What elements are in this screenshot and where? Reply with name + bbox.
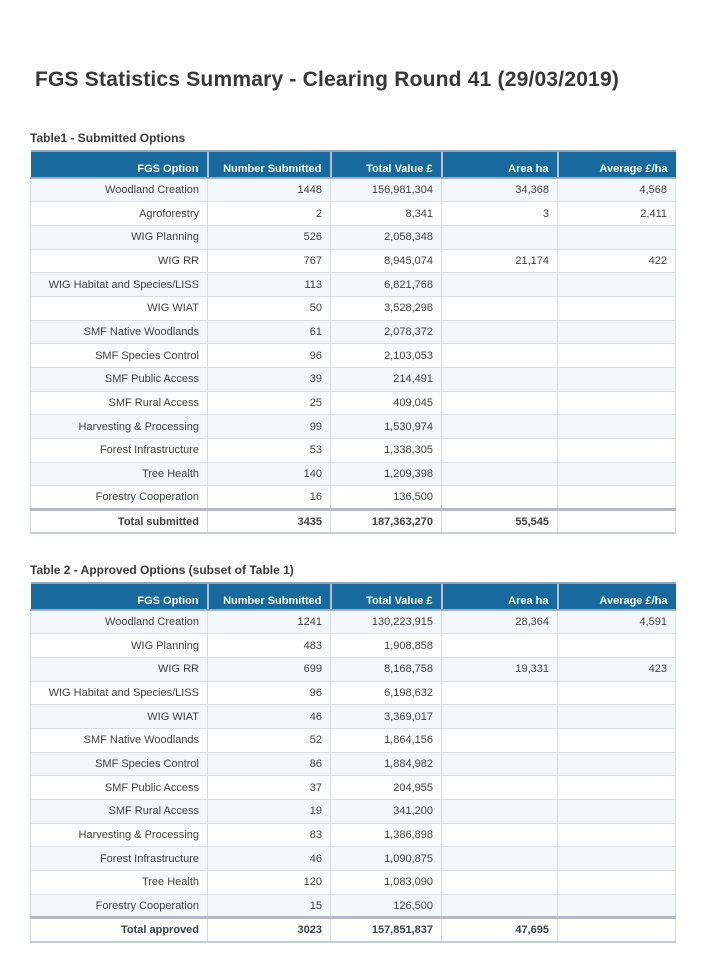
fgs-option-cell: Agroforestry — [31, 202, 208, 226]
approved-options-section — [30, 563, 675, 943]
value-cell: 3,528,298 — [331, 296, 442, 320]
value-cell: 15 — [208, 894, 331, 918]
value-cell — [442, 823, 558, 847]
value-cell: 126,500 — [331, 894, 442, 918]
column-header: Area ha — [442, 151, 558, 178]
value-cell: 187,363,270 — [331, 510, 442, 534]
value-cell: 53 — [208, 439, 331, 463]
value-cell — [558, 273, 676, 297]
value-cell: 39 — [208, 368, 331, 392]
column-header: Average £/ha — [558, 583, 676, 610]
value-cell: 409,045 — [331, 391, 442, 415]
value-cell: 341,200 — [331, 800, 442, 824]
value-cell: 4,568 — [558, 178, 676, 202]
table-row — [31, 178, 676, 202]
value-cell — [558, 344, 676, 368]
approved-options-table — [30, 582, 676, 943]
fgs-option-cell: SMF Public Access — [31, 776, 208, 800]
value-cell: 4,591 — [558, 610, 676, 634]
fgs-option-cell: Woodland Creation — [31, 610, 208, 634]
table-row — [31, 657, 676, 681]
value-cell: 86 — [208, 752, 331, 776]
value-cell: 52 — [208, 728, 331, 752]
value-cell — [442, 634, 558, 658]
value-cell: 6,198,632 — [331, 681, 442, 705]
value-cell — [442, 439, 558, 463]
value-cell — [442, 776, 558, 800]
fgs-option-cell: Tree Health — [31, 462, 208, 486]
value-cell — [558, 800, 676, 824]
value-cell — [558, 296, 676, 320]
value-cell — [558, 728, 676, 752]
value-cell: 21,174 — [442, 249, 558, 273]
value-cell: 423 — [558, 657, 676, 681]
value-cell: 2,103,053 — [331, 344, 442, 368]
value-cell — [558, 681, 676, 705]
value-cell: 2 — [208, 202, 331, 226]
table-row — [31, 296, 676, 320]
fgs-option-cell: SMF Native Woodlands — [31, 320, 208, 344]
value-cell: 1,908,858 — [331, 634, 442, 658]
value-cell: 1,864,156 — [331, 728, 442, 752]
table-row — [31, 462, 676, 486]
value-cell — [558, 486, 676, 510]
table-row — [31, 728, 676, 752]
fgs-option-cell: SMF Species Control — [31, 344, 208, 368]
fgs-option-cell: WIG Habitat and Species/LISS — [31, 681, 208, 705]
value-cell — [558, 225, 676, 249]
value-cell: 37 — [208, 776, 331, 800]
fgs-option-cell: Total approved — [31, 918, 208, 942]
value-cell: 61 — [208, 320, 331, 344]
value-cell — [558, 871, 676, 895]
value-cell: 8,945,074 — [331, 249, 442, 273]
column-header: Total Value £ — [331, 151, 442, 178]
value-cell: 1448 — [208, 178, 331, 202]
value-cell — [442, 681, 558, 705]
page-title: FGS Statistics Summary - Clearing Round 41 (29/03/2019) — [35, 68, 620, 91]
table-row — [31, 415, 676, 439]
value-cell: 1,209,398 — [331, 462, 442, 486]
column-header: Total Value £ — [331, 583, 442, 610]
value-cell — [558, 510, 676, 534]
table-row — [31, 273, 676, 297]
value-cell: 156,981,304 — [331, 178, 442, 202]
fgs-option-cell: WIG WIAT — [31, 705, 208, 729]
value-cell: 25 — [208, 391, 331, 415]
value-cell: 28,364 — [442, 610, 558, 634]
value-cell — [442, 486, 558, 510]
value-cell — [558, 894, 676, 918]
value-cell: 3,369,017 — [331, 705, 442, 729]
value-cell — [442, 368, 558, 392]
value-cell: 1,083,090 — [331, 871, 442, 895]
table-row — [31, 894, 676, 918]
value-cell — [442, 391, 558, 415]
value-cell: 1,090,875 — [331, 847, 442, 871]
fgs-option-cell: WIG Habitat and Species/LISS — [31, 273, 208, 297]
value-cell: 96 — [208, 344, 331, 368]
value-cell — [442, 752, 558, 776]
value-cell: 55,545 — [442, 510, 558, 534]
table-row — [31, 681, 676, 705]
value-cell — [442, 705, 558, 729]
value-cell — [558, 415, 676, 439]
value-cell: 8,341 — [331, 202, 442, 226]
table-row — [31, 202, 676, 226]
value-cell — [558, 847, 676, 871]
value-cell — [442, 462, 558, 486]
table-row — [31, 320, 676, 344]
value-cell: 2,411 — [558, 202, 676, 226]
table-row — [31, 486, 676, 510]
value-cell — [442, 296, 558, 320]
fgs-option-cell: Harvesting & Processing — [31, 415, 208, 439]
value-cell: 422 — [558, 249, 676, 273]
value-cell — [558, 368, 676, 392]
value-cell — [558, 320, 676, 344]
value-cell: 699 — [208, 657, 331, 681]
value-cell: 96 — [208, 681, 331, 705]
value-cell: 3023 — [208, 918, 331, 942]
value-cell — [442, 320, 558, 344]
fgs-option-cell: Forest Infrastructure — [31, 439, 208, 463]
value-cell: 83 — [208, 823, 331, 847]
column-header: Area ha — [442, 583, 558, 610]
value-cell — [442, 871, 558, 895]
submitted-options-table — [30, 150, 676, 534]
value-cell: 130,223,915 — [331, 610, 442, 634]
fgs-option-cell: SMF Rural Access — [31, 391, 208, 415]
fgs-option-cell: SMF Native Woodlands — [31, 728, 208, 752]
value-cell: 3435 — [208, 510, 331, 534]
fgs-option-cell: WIG WIAT — [31, 296, 208, 320]
value-cell: 6,821,768 — [331, 273, 442, 297]
column-header: FGS Option — [31, 583, 208, 610]
table2-caption: Table 2 - Approved Options (subset of Table 1) — [30, 563, 294, 577]
value-cell: 2,058,348 — [331, 225, 442, 249]
fgs-option-cell: WIG RR — [31, 249, 208, 273]
fgs-option-cell: Forestry Cooperation — [31, 894, 208, 918]
table-row — [31, 800, 676, 824]
table-header-row — [31, 151, 676, 178]
value-cell: 50 — [208, 296, 331, 320]
value-cell: 2,078,372 — [331, 320, 442, 344]
value-cell: 34,368 — [442, 178, 558, 202]
table1-caption: Table1 - Submitted Options — [30, 131, 186, 145]
total-row — [31, 918, 676, 942]
value-cell — [558, 439, 676, 463]
value-cell: 1,530,974 — [331, 415, 442, 439]
value-cell: 767 — [208, 249, 331, 273]
value-cell: 1241 — [208, 610, 331, 634]
value-cell — [558, 391, 676, 415]
value-cell: 214,491 — [331, 368, 442, 392]
value-cell: 204,955 — [331, 776, 442, 800]
fgs-option-cell: SMF Rural Access — [31, 800, 208, 824]
table-row — [31, 752, 676, 776]
column-header: FGS Option — [31, 151, 208, 178]
value-cell: 19,331 — [442, 657, 558, 681]
value-cell — [442, 225, 558, 249]
value-cell: 99 — [208, 415, 331, 439]
table-row — [31, 847, 676, 871]
value-cell — [442, 894, 558, 918]
value-cell: 140 — [208, 462, 331, 486]
column-header: Average £/ha — [558, 151, 676, 178]
table-row — [31, 823, 676, 847]
fgs-option-cell: Harvesting & Processing — [31, 823, 208, 847]
fgs-option-cell: WIG RR — [31, 657, 208, 681]
table-row — [31, 705, 676, 729]
value-cell: 3 — [442, 202, 558, 226]
table-row — [31, 368, 676, 392]
fgs-option-cell: Tree Health — [31, 871, 208, 895]
value-cell: 19 — [208, 800, 331, 824]
value-cell — [558, 823, 676, 847]
table-row — [31, 249, 676, 273]
fgs-option-cell: SMF Public Access — [31, 368, 208, 392]
value-cell — [442, 415, 558, 439]
table-row — [31, 634, 676, 658]
value-cell: 47,695 — [442, 918, 558, 942]
submitted-options-section — [30, 131, 675, 534]
value-cell: 1,884,982 — [331, 752, 442, 776]
total-row — [31, 510, 676, 534]
table-row — [31, 225, 676, 249]
value-cell: 526 — [208, 225, 331, 249]
fgs-option-cell: WIG Planning — [31, 634, 208, 658]
table-row — [31, 344, 676, 368]
value-cell — [442, 728, 558, 752]
value-cell: 483 — [208, 634, 331, 658]
table-row — [31, 871, 676, 895]
fgs-option-cell: Woodland Creation — [31, 178, 208, 202]
value-cell: 46 — [208, 705, 331, 729]
table-row — [31, 776, 676, 800]
value-cell: 1,386,898 — [331, 823, 442, 847]
value-cell — [558, 634, 676, 658]
fgs-option-cell: WIG Planning — [31, 225, 208, 249]
value-cell: 8,168,758 — [331, 657, 442, 681]
value-cell: 16 — [208, 486, 331, 510]
table-row — [31, 610, 676, 634]
value-cell: 157,851,837 — [331, 918, 442, 942]
value-cell — [442, 344, 558, 368]
value-cell — [442, 847, 558, 871]
fgs-option-cell: Forest Infrastructure — [31, 847, 208, 871]
value-cell — [442, 273, 558, 297]
fgs-option-cell: SMF Species Control — [31, 752, 208, 776]
value-cell — [558, 918, 676, 942]
value-cell: 46 — [208, 847, 331, 871]
table-header-row — [31, 583, 676, 610]
value-cell: 1,338,305 — [331, 439, 442, 463]
value-cell — [558, 705, 676, 729]
column-header: Number Submitted — [208, 151, 331, 178]
column-header: Number Submitted — [208, 583, 331, 610]
value-cell — [558, 462, 676, 486]
value-cell: 136,500 — [331, 486, 442, 510]
value-cell: 120 — [208, 871, 331, 895]
fgs-option-cell: Total submitted — [31, 510, 208, 534]
fgs-option-cell: Forestry Cooperation — [31, 486, 208, 510]
value-cell: 113 — [208, 273, 331, 297]
value-cell — [558, 776, 676, 800]
value-cell — [442, 800, 558, 824]
table-row — [31, 391, 676, 415]
value-cell — [558, 752, 676, 776]
table-row — [31, 439, 676, 463]
